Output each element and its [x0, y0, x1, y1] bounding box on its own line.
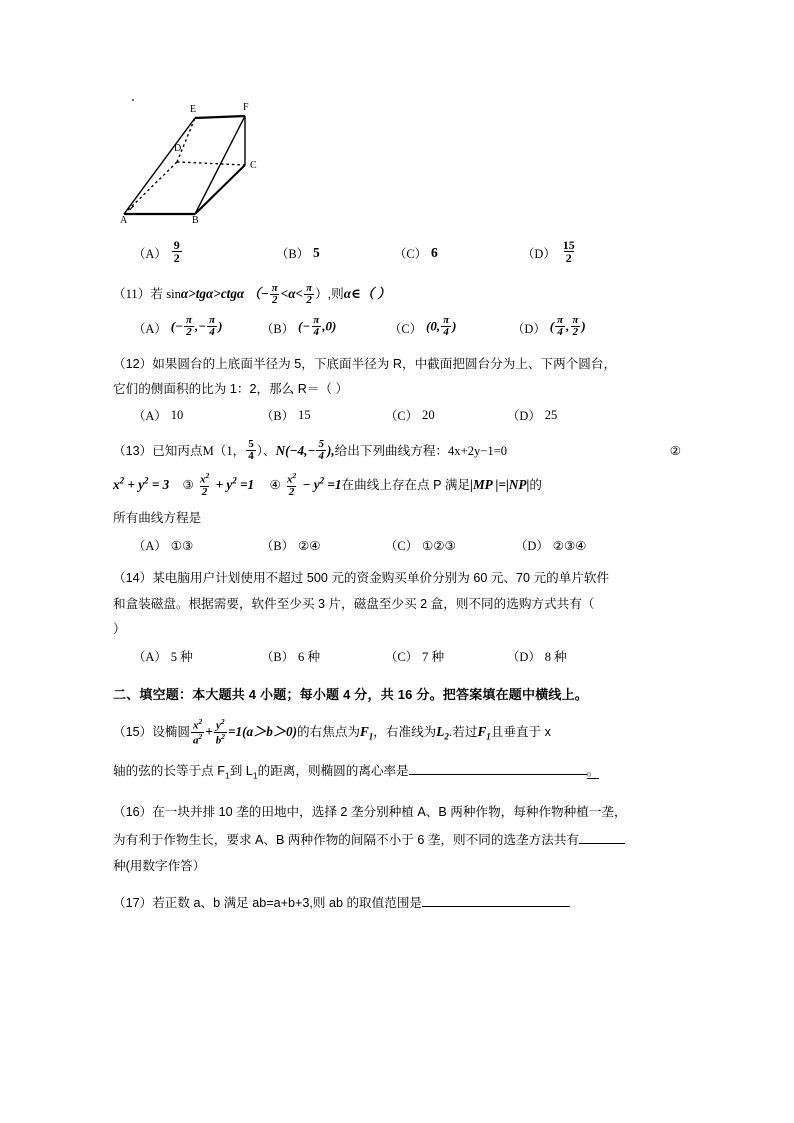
q11-tg: tgα — [195, 286, 214, 302]
q14-options — [113, 646, 703, 665]
q13-point-n-close: ), — [326, 443, 335, 459]
question-12 — [113, 352, 703, 402]
option-tag: （B） — [261, 409, 295, 424]
option-value: 25 — [544, 407, 558, 422]
vertex-label-b: B — [192, 215, 199, 226]
q11-cond-mid: <α< — [280, 286, 304, 302]
q13-line1 — [113, 438, 703, 464]
q13-point-m-close: ）、 — [256, 444, 276, 459]
q13-abs-mp: |MP | — [470, 477, 499, 493]
q13-eq-sign: = — [498, 477, 506, 493]
q15-line1 — [113, 717, 703, 747]
option-tag: （C） — [385, 649, 419, 664]
q15-tail: 且垂直于 x — [490, 725, 551, 740]
q11-pi-half-2: $\frac{\pi}{2}$ — [306, 281, 313, 306]
question-14 — [113, 566, 703, 642]
q15-focus: $F_1$ — [360, 724, 374, 742]
q15-cond: (a＞b＞0) — [242, 724, 298, 740]
option-interval: (− $\frac{\pi}{2}$ ,− $\frac{\pi}{4}$ ) — [170, 314, 223, 339]
q11-pi-half-1: $\frac{\pi}{2}$ — [271, 281, 278, 306]
q13-options — [113, 536, 703, 554]
q16-line2-text: 为有利于作物生长，要求 A、B 两种作物的间隔不小于 6 垄，则不同的选垄方法共有 — [113, 832, 579, 847]
vertex-label-c: C — [250, 160, 257, 171]
option-value: 7 种 — [422, 650, 445, 665]
question-13 — [113, 438, 703, 532]
q13-condition-tail: 的 — [529, 478, 542, 493]
question-15 — [113, 717, 703, 787]
q12-option-a[interactable] — [133, 406, 261, 424]
q11-option-d[interactable] — [512, 316, 586, 339]
q12-option-d[interactable] — [507, 406, 557, 424]
q13-option-c[interactable] — [385, 536, 515, 554]
q15-line2-a: 轴的弦的长等于点 $F_1$到 $L_1$的距离，则椭圆的离心率是 — [113, 764, 409, 781]
option-tag: （C） — [389, 321, 423, 336]
q15-lead: （15）设椭圆 — [113, 725, 190, 740]
q13-equation-3: $\frac{x^2}{2}$ + $y^2 =1$ — [200, 471, 255, 499]
q11-tail: α∈（ ） — [343, 286, 391, 302]
option-tag: （C） — [385, 409, 419, 424]
q15-fraction-2: $\frac{y^2}{b^2}$ — [215, 716, 225, 747]
q15-directrix: $L_2$ — [436, 724, 449, 742]
prism-diagram — [117, 92, 347, 232]
q13-n-fraction: $\frac{5}{4}$ — [318, 438, 324, 463]
q14-option-c[interactable] — [385, 646, 507, 665]
option-fraction: $\frac{15}{2}$ — [562, 238, 575, 266]
option-value: ①③ — [170, 537, 194, 553]
q14-line2: 和盒装磁盘。根据需要，软件至少买 3 片，磁盘至少买 2 盒，则不同的选购方式共有（ — [113, 596, 595, 611]
option-tag: （B） — [261, 321, 295, 336]
q13-option-d[interactable] — [515, 536, 586, 554]
q14-line3: ） — [113, 621, 126, 636]
question-11 — [113, 281, 703, 307]
option-tag: （D） — [507, 409, 541, 424]
q14-option-b[interactable] — [261, 646, 385, 665]
option-tag: （A） — [133, 321, 167, 336]
q13-point-n: N(−4,− — [275, 443, 316, 459]
q11-options — [113, 316, 703, 339]
q13-marker-4: ④ — [269, 477, 281, 493]
q14-option-a[interactable] — [133, 646, 261, 665]
question-16 — [113, 799, 703, 880]
option-value: ①②③ — [422, 537, 456, 553]
q11-alpha: α — [180, 286, 189, 302]
q16-line3: 种(用数字作答） — [113, 859, 206, 874]
q15-answer-blank[interactable] — [409, 761, 587, 775]
q11-lead: 若 — [150, 287, 163, 302]
option-tag: （D） — [507, 649, 541, 664]
option-value: 6 种 — [298, 650, 321, 665]
option-value: 5 — [313, 244, 320, 260]
vertex-label-d: D — [174, 143, 182, 154]
option-tag: （B） — [261, 649, 295, 664]
q13-marker-3: ③ — [182, 477, 194, 493]
q15-mid2: ，右准线为 — [373, 725, 437, 740]
q11-cond-open: （− — [247, 286, 269, 302]
q15-line2-end: 。 — [586, 764, 600, 779]
option-value: 6 — [431, 244, 438, 260]
q13-abs-np: |NP| — [505, 477, 530, 493]
option-tag: （A） — [133, 246, 167, 261]
q15-fraction-1: $\frac{x^2}{a^2}$ — [192, 716, 203, 747]
q11-option-a[interactable] — [133, 316, 261, 339]
option-tag: （C） — [394, 246, 428, 261]
q12-line2: 它们的侧面积的比为 1：2，那么 R＝（ ） — [113, 381, 349, 396]
q15-plus: + — [205, 724, 213, 740]
option-fraction: $\frac{9}{2}$ — [173, 238, 180, 266]
option-value: 5 种 — [170, 650, 193, 665]
q14-line1: （14）某电脑用户计划使用不超过 500 元的资金购买单价分别为 60 元、70 元的单片软件 — [113, 571, 610, 586]
q15-mid3: .若过 — [448, 725, 478, 740]
option-tag: （A） — [133, 409, 167, 424]
option-tag: （A） — [133, 539, 167, 554]
q13-equation-circle: $x^2 + y^2 = 3$ — [113, 476, 170, 493]
option-value: ②③④ — [552, 537, 587, 553]
q16-line1: （16）在一块并排 10 垄的田地中，选择 2 垄分别种植 A、B 两种作物，每种作物种植一垄， — [113, 805, 627, 820]
q13-mid: 给出下列曲线方程： — [334, 444, 448, 459]
q13-equation-1: 4x+2y−1=0 — [448, 444, 508, 459]
q17-text: （17）若正数 a、b 满足 ab=a+b+3,则 ab 的取值范围是 — [113, 895, 423, 910]
option-interval: (0, $\frac{\pi}{4}$ ) — [426, 314, 457, 339]
q10-option-c[interactable] — [394, 240, 522, 265]
q15-line2 — [113, 755, 703, 787]
q13-option-b[interactable] — [261, 536, 385, 554]
q13-line2 — [113, 470, 703, 500]
q12-line1: （12）如果圆台的上底面半径为 5，下底面半径为 R，中截面把圆台分为上、下两个圆台， — [113, 356, 617, 371]
option-tag: （B） — [276, 246, 310, 261]
q16-line2 — [113, 826, 703, 854]
q10-option-d[interactable] — [522, 240, 578, 265]
q14-option-d[interactable] — [507, 646, 567, 665]
vertex-label-f: F — [243, 102, 249, 113]
q13-point-m: M（1， — [202, 444, 246, 459]
option-value: ②④ — [298, 537, 321, 553]
q11-gt2: > — [213, 286, 221, 302]
q13-line3: 所有曲线方程是 — [113, 510, 202, 525]
option-value: 20 — [422, 407, 435, 422]
option-value: 8 种 — [544, 650, 567, 665]
vertex-label-e: E — [190, 104, 197, 115]
q11-cond-close: ）,则 — [315, 287, 344, 302]
option-tag: （A） — [133, 649, 167, 664]
q12-option-c[interactable] — [385, 406, 507, 424]
q10-option-b[interactable] — [276, 240, 394, 265]
page-content — [113, 92, 703, 915]
vertex-label-a: A — [120, 215, 128, 226]
q16-answer-blank[interactable] — [579, 830, 625, 844]
option-tag: （D） — [515, 539, 549, 554]
q11-number: （11） — [113, 287, 151, 302]
q10-options — [113, 240, 703, 265]
q15-focus-2: $F_1$ — [477, 724, 491, 742]
q13-equation-4: $\frac{x^2}{2}$ − $y^2 =1$ — [286, 471, 342, 499]
q11-sin: sin — [166, 287, 181, 302]
question-17 — [113, 890, 703, 916]
q13-condition: 在曲线上存在点 P 满足 — [341, 478, 471, 493]
option-value: 15 — [298, 407, 311, 422]
option-tag: （C） — [385, 539, 419, 554]
prism-svg — [117, 92, 347, 232]
q12-options — [113, 406, 703, 424]
q13-marker-2: ② — [669, 443, 681, 459]
q10-option-a[interactable] — [133, 240, 276, 265]
option-tag: （B） — [261, 539, 295, 554]
option-value: 10 — [170, 407, 184, 422]
q12-option-b[interactable] — [261, 406, 385, 424]
q17-answer-blank[interactable] — [422, 893, 570, 907]
q13-m-fraction: $\frac{5}{4}$ — [248, 438, 254, 463]
q11-option-c[interactable] — [389, 316, 512, 339]
q15-mid: 的右焦点为 — [297, 725, 360, 740]
q13-lead: （13）已知丙点 — [113, 444, 203, 459]
section-2-heading: 二、填空题：本大题共 4 小题；每小题 4 分，共 16 分。把答案填在题中横线上。 — [113, 687, 588, 703]
option-tag: （D） — [512, 321, 546, 336]
q13-option-a[interactable] — [133, 536, 261, 554]
q15-eq: =1 — [227, 724, 243, 740]
q11-ctg: ctgα — [220, 286, 245, 302]
option-interval: (− $\frac{\pi}{4}$ ,0) — [298, 314, 337, 339]
option-interval: ( $\frac{\pi}{4}$ , $\frac{\pi}{2}$ ) — [549, 314, 586, 339]
option-tag: （D） — [522, 246, 556, 261]
q11-gt1: > — [188, 286, 196, 302]
q11-option-b[interactable] — [261, 316, 389, 339]
